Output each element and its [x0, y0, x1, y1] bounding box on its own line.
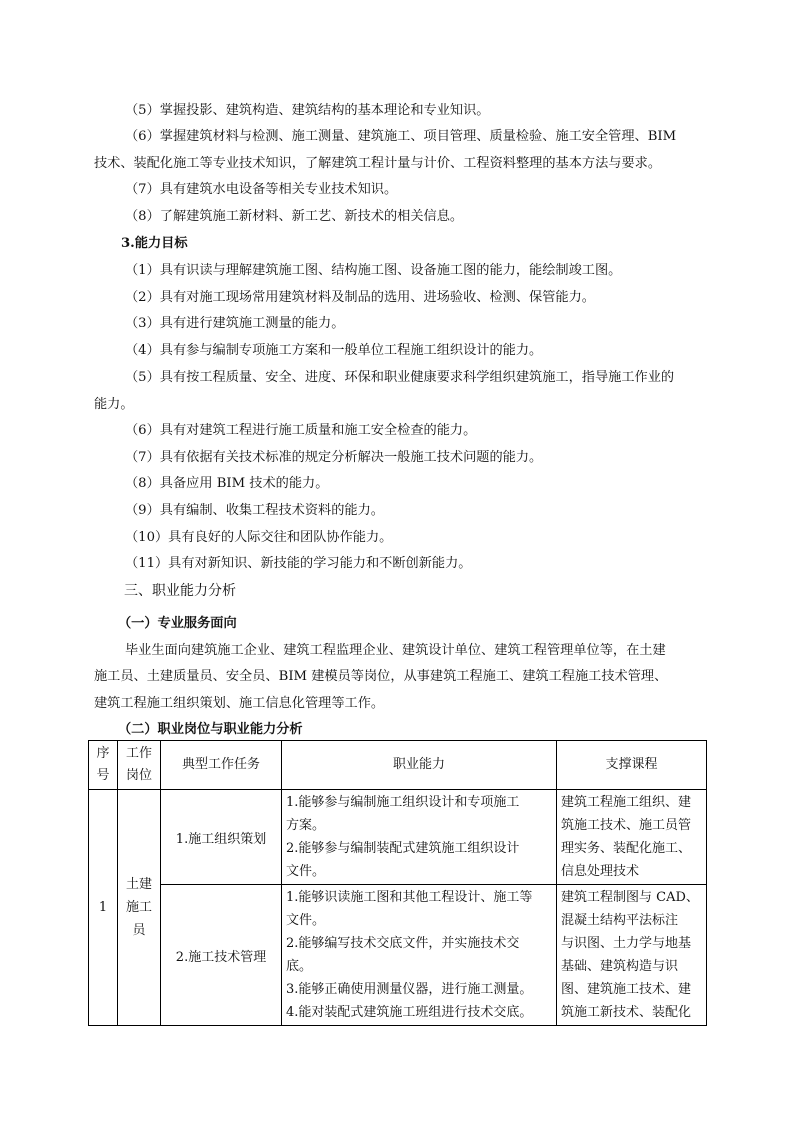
header-seq-line: 号 — [96, 768, 110, 783]
ability-item-11: （11）具有对新知识、新技能的学习能力和不断创新能力。 — [125, 556, 472, 571]
course-line: 理实务、装配化施工、 — [561, 841, 692, 856]
course-cell — [557, 885, 707, 1026]
post-line: 施工 — [125, 900, 152, 915]
ability-item-7: （7）具有依据有关技术标准的规定分析解决一般施工技术问题的能力。 — [125, 450, 543, 465]
ability-line: 1.能够识读施工图和其他工程设计、施工等 — [286, 890, 533, 905]
service-paragraph-line-2: 施工员、土建质量员、安全员、BIM 建模员等岗位，从事建筑工程施工、建筑工程施工技术管理、 — [94, 669, 668, 684]
task-cell: 1.施工组织策划 — [161, 790, 282, 885]
header-ability: 职业能力 — [282, 741, 557, 790]
table-header-row — [89, 741, 707, 790]
task-cell: 2.施工技术管理 — [161, 885, 282, 1026]
course-line: 建筑工程施工组织、建 — [561, 795, 692, 810]
ability-line: 1.能够参与编制施工组织设计和专项施工 — [286, 795, 520, 810]
course-line: 信息处理技术 — [561, 864, 640, 879]
subsection-1-heading: （一）专业服务面向 — [118, 616, 237, 631]
seq-cell: 1 — [89, 790, 118, 1026]
table-row — [89, 790, 707, 885]
header-post — [118, 741, 161, 790]
course-line: 图、建筑施工技术、建 — [561, 982, 692, 997]
course-line: 筑施工新技术、装配化 — [561, 1005, 692, 1020]
course-line: 建筑工程制图与 CAD、 — [561, 890, 699, 905]
ability-line: 文件。 — [286, 864, 326, 879]
ability-line: 文件。 — [286, 913, 326, 928]
header-post-line: 工作 — [125, 746, 152, 761]
ability-line: 3.能够正确使用测量仪器，进行施工测量。 — [286, 982, 533, 997]
career-ability-table — [88, 740, 707, 1026]
service-paragraph-line-1: 毕业生面向建筑施工企业、建筑工程监理企业、建筑设计单位、建筑工程管理单位等，在土建 — [125, 643, 666, 658]
header-seq — [89, 741, 118, 790]
header-course: 支撑课程 — [557, 741, 707, 790]
ability-line: 方案。 — [286, 818, 326, 833]
knowledge-item-7: （7）具有建筑水电设备等相关专业技术知识。 — [125, 182, 398, 197]
ability-item-4: （4）具有参与编制专项施工方案和一般单位工程施工组织设计的能力。 — [125, 343, 543, 358]
subsection-2-heading: （二）职业岗位与职业能力分析 — [118, 722, 303, 737]
service-paragraph-line-3: 建筑工程施工组织策划、施工信息化管理等工作。 — [94, 696, 385, 711]
ability-item-8: （8）具备应用 BIM 技术的能力。 — [125, 476, 329, 491]
ability-cell — [282, 790, 557, 885]
post-line: 员 — [132, 923, 146, 938]
header-post-line: 岗位 — [125, 768, 152, 783]
course-line: 基础、建筑构造与识 — [561, 959, 679, 974]
ability-item-1: （1）具有识读与理解建筑施工图、结构施工图、设备施工图的能力，能绘制竣工图。 — [125, 263, 622, 278]
ability-item-10: （10）具有良好的人际交往和团队协作能力。 — [125, 530, 393, 545]
ability-item-5-cont: 能力。 — [94, 397, 134, 412]
knowledge-item-6-cont: 技术、装配化施工等专业技术知识，了解建筑工程计量与计价、工程资料整理的基本方法与要求。 — [94, 156, 662, 171]
post-cell — [118, 790, 161, 1026]
header-task: 典型工作任务 — [161, 741, 282, 790]
knowledge-item-5: （5）掌握投影、建筑构造、建筑结构的基本理论和专业知识。 — [125, 103, 490, 118]
ability-item-5: （5）具有按工程质量、安全、进度、环保和职业健康要求科学组织建筑施工，指导施工作业的 — [125, 370, 675, 385]
knowledge-item-8: （8）了解建筑施工新材料、新工艺、新技术的相关信息。 — [125, 209, 464, 224]
ability-line: 2.能够编写技术交底文件，并实施技术交 — [286, 936, 520, 951]
ability-line: 2.能够参与编制装配式建筑施工组织设计 — [286, 841, 520, 856]
section-heading: 三、职业能力分析 — [124, 583, 236, 599]
course-line: 与识图、土力学与地基 — [561, 936, 692, 951]
ability-line: 4.能对装配式建筑施工班组进行技术交底。 — [286, 1005, 533, 1020]
course-line: 混凝土结构平法标注 — [561, 913, 679, 928]
ability-item-9: （9）具有编制、收集工程技术资料的能力。 — [125, 503, 384, 518]
ability-heading: 3.能力目标 — [121, 236, 188, 251]
course-cell — [557, 790, 707, 885]
header-seq-line: 序 — [96, 746, 110, 761]
knowledge-item-6: （6）掌握建筑材料与检测、施工测量、建筑施工、项目管理、质量检验、施工安全管理、BIM — [125, 129, 677, 144]
ability-item-6: （6）具有对建筑工程进行施工质量和施工安全检查的能力。 — [125, 423, 477, 438]
ability-item-2: （2）具有对施工现场常用建筑材料及制品的选用、进场验收、检测、保管能力。 — [125, 290, 595, 305]
post-line: 土建 — [125, 877, 152, 892]
ability-cell — [282, 885, 557, 1026]
ability-item-3: （3）具有进行建筑施工测量的能力。 — [125, 316, 345, 331]
course-line: 筑施工技术、施工员管 — [561, 818, 692, 833]
ability-line: 底。 — [286, 959, 313, 974]
table-row — [89, 885, 707, 1026]
